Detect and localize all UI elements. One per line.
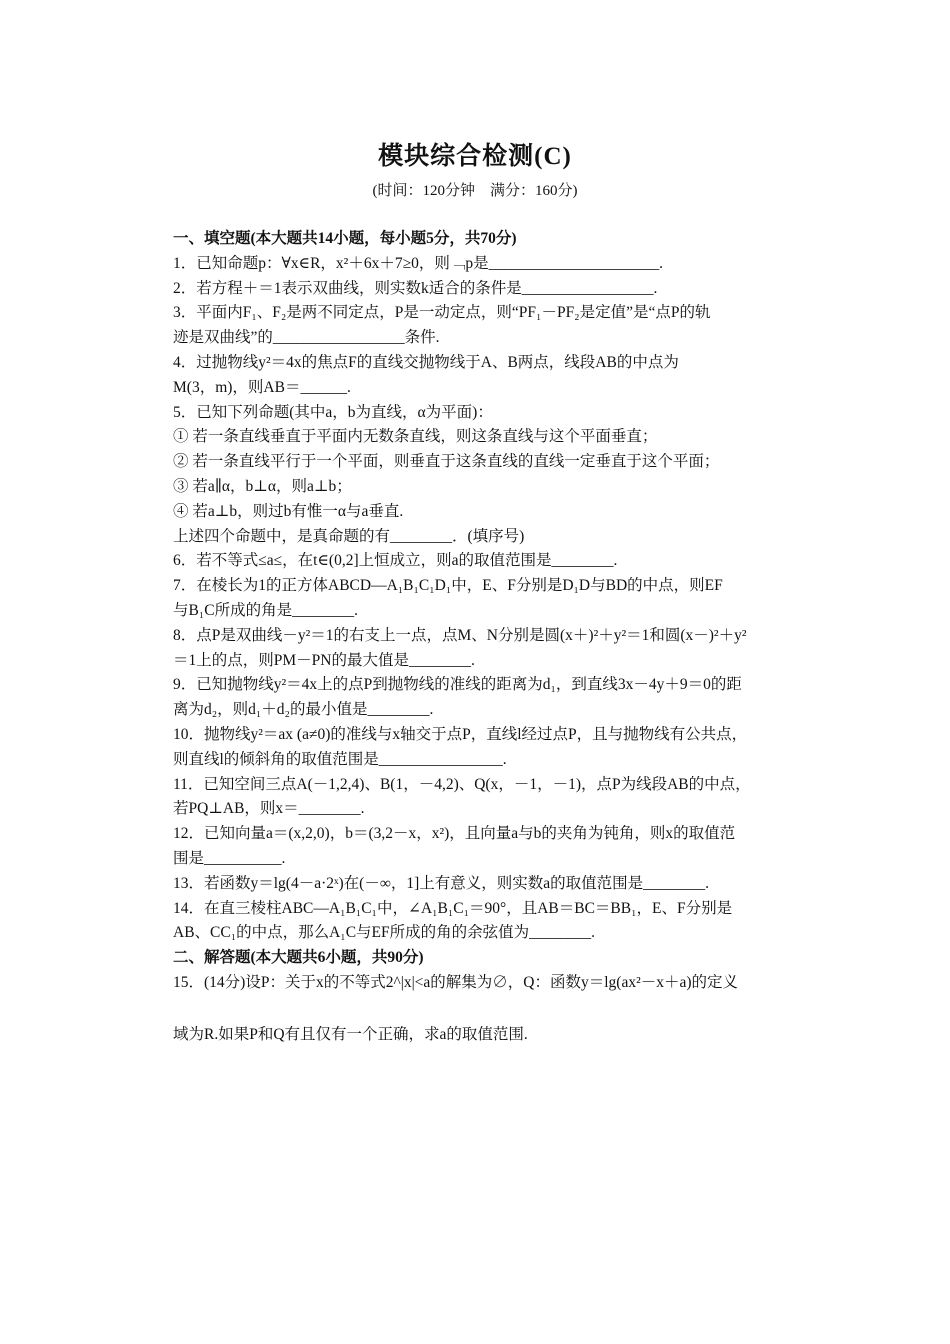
question-5: 5．已知下列命题(其中a，b为直线，α为平面)： [173, 403, 493, 421]
question-8: 8．点P是双曲线－y²＝1的右支上一点，点M、N分别是圆(x＋)²＋y²＝1和圆(x－)²＋y² [173, 626, 747, 644]
spacer [173, 996, 818, 1023]
section-heading-solve: 二、解答题(本大题共6小题，共90分) [173, 949, 424, 967]
question-5-item-3: ③ 若a∥α，b⊥α，则a⊥b； [173, 477, 352, 495]
question-15-cont: 域为R.如果P和Q有且仅有一个正确，求a的取值范围. [173, 1025, 528, 1043]
question-1: 1．已知命题p：∀x∈R，x²＋6x＋7≥0，则﹁p是______________________. [173, 254, 663, 272]
question-4-cont: M(3，m)，则AB＝______. [173, 378, 351, 396]
question-10: 10．抛物线y²＝ax (a≠0)的准线与x轴交于点P，直线l经过点P，且与抛物线有公共点， [173, 725, 748, 743]
question-11-cont: 若PQ⊥AB，则x＝________. [173, 800, 365, 818]
question-7-cont: 与B₁C所成的角是________. [173, 601, 358, 619]
question-4: 4．过抛物线y²＝4x的焦点F的直线交抛物线于A、B两点，线段AB的中点为 [173, 353, 679, 371]
question-3-cont: 迹是双曲线”的_________________条件. [173, 329, 440, 347]
question-15: 15．(14分)设P：关于x的不等式2^|x|<a的解集为∅，Q：函数y＝lg(ax²－x＋a)的定义 [173, 973, 739, 991]
section-heading-fill-blank: 一、填空题(本大题共14小题，每小题5分，共70分) [173, 230, 517, 247]
page-subtitle: (时间：120分钟 满分：160分) [372, 183, 578, 199]
question-9-cont: 离为d₂，则d₁＋d₂的最小值是________. [173, 701, 434, 719]
question-2: 2．若方程＋＝1表示双曲线，则实数k适合的条件是_________________. [173, 279, 658, 297]
question-3: 3．平面内F₁、F₂是两不同定点，P是一动定点，则“PF₁－PF₂是定值”是“点P的轨 [173, 304, 711, 322]
question-10-cont: 则直线l的倾斜角的取值范围是________________. [173, 750, 507, 768]
question-7: 7．在棱长为1的正方体ABCD—A₁B₁C₁D₁中，E、F分别是D₁D与BD的中点，则EF [173, 577, 723, 595]
question-14-cont: AB、CC₁的中点，那么A₁C与EF所成的角的余弦值为________. [173, 924, 596, 942]
question-9: 9．已知抛物线y²＝4x上的点P到抛物线的准线的距离为d₁，到直线3x－4y＋9＝0的距 [173, 676, 742, 694]
question-6: 6．若不等式≤a≤，在t∈(0,2]上恒成立，则a的取值范围是________. [173, 552, 618, 570]
question-14: 14．在直三棱柱ABC—A₁B₁C₁中，∠A₁B₁C₁＝90°，且AB＝BC＝BB₁，E、F分别是 [173, 899, 733, 917]
document-body [173, 227, 818, 1048]
question-5-item-4: ④ 若a⊥b，则过b有惟一α与a垂直. [173, 502, 404, 520]
question-5-item-1: ① 若一条直线垂直于平面内无数条直线，则这条直线与这个平面垂直； [173, 428, 658, 446]
question-11: 11．已知空间三点A(－1,2,4)、B(1，－4,2)、Q(x，－1，－1)，点P为线段AB的中点， [173, 775, 751, 793]
question-12-cont: 围是__________. [173, 849, 286, 867]
page-title: 模块综合检测(C) [378, 143, 572, 170]
question-8-cont: ＝1上的点，则PM－PN的最大值是________. [173, 651, 475, 669]
question-5-item-2: ② 若一条直线平行于一个平面，则垂直于这条直线的直线一定垂直于这个平面； [173, 453, 720, 471]
question-13: 13．若函数y＝lg(4－a·2ˣ)在(－∞，1]上有意义，则实数a的取值范围是________. [173, 874, 710, 892]
question-5-ask: 上述四个命题中，是真命题的有________．(填序号) [173, 527, 525, 545]
question-12: 12．已知向量a＝(x,2,0)，b＝(3,2－x，x²)，且向量a与b的夹角为钝角，则x的取值范 [173, 825, 736, 843]
